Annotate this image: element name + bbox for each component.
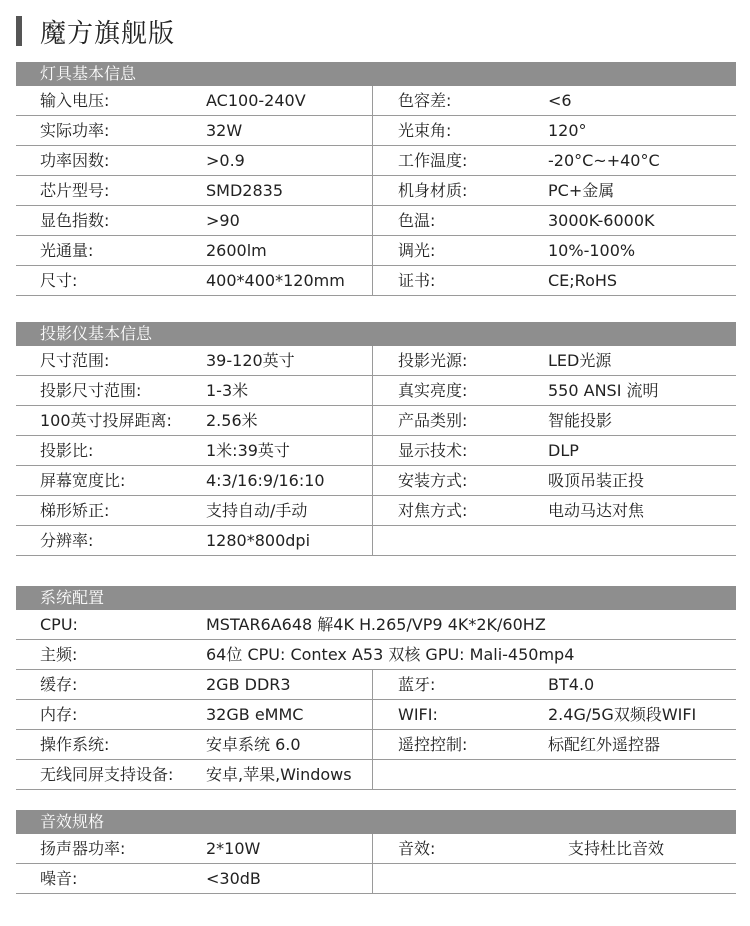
spec-value: 1280*800dpi [206, 531, 311, 550]
projector-table [16, 346, 736, 556]
spec-value: PC+金属 [548, 181, 615, 200]
spec-value: DLP [548, 441, 579, 460]
column-divider [372, 206, 373, 235]
system-table [16, 610, 736, 790]
page-title-block [16, 14, 175, 48]
spec-value: 2.4G/5G双频段WIFI [548, 705, 697, 724]
table-row [16, 834, 736, 864]
column-divider [372, 86, 373, 115]
spec-value: AC100-240V [206, 91, 306, 110]
spec-value: <6 [548, 91, 572, 110]
spec-value: 支持自动/手动 [206, 501, 308, 520]
spec-label: 色温: [398, 211, 436, 230]
spec-value: 支持杜比音效 [568, 839, 665, 858]
audio-spec-section [16, 810, 736, 894]
spec-value: 3000K-6000K [548, 211, 655, 230]
spec-label: 100英寸投屏距离: [40, 411, 172, 430]
spec-value: 2*10W [206, 839, 261, 858]
table-row [16, 236, 736, 266]
column-divider [372, 760, 373, 789]
column-divider [372, 436, 373, 465]
spec-value: 32GB eMMC [206, 705, 304, 724]
section-heading: 系统配置 [16, 586, 736, 610]
spec-value: <30dB [206, 869, 261, 888]
table-row [16, 266, 736, 296]
table-row [16, 864, 736, 894]
title-accent-bar [16, 16, 22, 46]
spec-label: 调光: [398, 241, 436, 260]
table-row [16, 640, 736, 670]
spec-value: 吸顶吊装正投 [548, 471, 645, 490]
spec-value: 安卓系统 6.0 [206, 735, 301, 754]
lamp-table [16, 86, 736, 296]
spec-label: 无线同屏支持设备: [40, 765, 174, 784]
spec-label: 尺寸: [40, 271, 78, 290]
spec-label: 安装方式: [398, 471, 468, 490]
column-divider [372, 146, 373, 175]
spec-label: 芯片型号: [40, 181, 110, 200]
column-divider [372, 176, 373, 205]
spec-label: 缓存: [40, 675, 78, 694]
column-divider [372, 730, 373, 759]
column-divider [372, 376, 373, 405]
table-row [16, 346, 736, 376]
projector-info-section [16, 322, 736, 556]
spec-value: 1米:39英寸 [206, 441, 290, 460]
spec-label: 实际功率: [40, 121, 110, 140]
column-divider [372, 116, 373, 145]
spec-value: BT4.0 [548, 675, 595, 694]
table-row [16, 466, 736, 496]
table-row [16, 700, 736, 730]
spec-label: 产品类别: [398, 411, 468, 430]
spec-value: >0.9 [206, 151, 245, 170]
spec-value: 64位 CPU: Contex A53 双核 GPU: Mali-450mp4 [206, 645, 575, 664]
spec-value: 2.56米 [206, 411, 258, 430]
column-divider [372, 346, 373, 375]
spec-value: 电动马达对焦 [548, 501, 645, 520]
section-heading: 投影仪基本信息 [16, 322, 736, 346]
section-heading: 音效规格 [16, 810, 736, 834]
spec-label: 蓝牙: [398, 675, 436, 694]
table-row [16, 86, 736, 116]
spec-label: 扬声器功率: [40, 839, 126, 858]
spec-label: 功率因数: [40, 151, 110, 170]
column-divider [372, 834, 373, 863]
column-divider [372, 406, 373, 435]
system-config-section [16, 586, 736, 790]
spec-label: 真实亮度: [398, 381, 468, 400]
spec-label: 工作温度: [398, 151, 468, 170]
spec-value: MSTAR6A648 解4K H.265/VP9 4K*2K/60HZ [206, 615, 546, 634]
spec-label: CPU: [40, 615, 78, 634]
table-row [16, 206, 736, 236]
spec-value: CE;RoHS [548, 271, 618, 290]
spec-label: 证书: [398, 271, 436, 290]
column-divider [372, 526, 373, 555]
spec-value: 2600lm [206, 241, 267, 260]
table-row [16, 526, 736, 556]
table-row [16, 610, 736, 640]
spec-value: 120° [548, 121, 587, 140]
section-heading: 灯具基本信息 [16, 62, 736, 86]
table-row [16, 116, 736, 146]
spec-label: 光通量: [40, 241, 94, 260]
spec-label: 遥控控制: [398, 735, 468, 754]
spec-label: 梯形矫正: [40, 501, 110, 520]
spec-label: 光束角: [398, 121, 452, 140]
column-divider [372, 700, 373, 729]
column-divider [372, 670, 373, 699]
spec-label: 内存: [40, 705, 78, 724]
spec-label: WIFI: [398, 705, 438, 724]
column-divider [372, 864, 373, 893]
table-row [16, 436, 736, 466]
spec-value: 32W [206, 121, 243, 140]
audio-table [16, 834, 736, 894]
spec-label: 投影尺寸范围: [40, 381, 142, 400]
spec-label: 对焦方式: [398, 501, 468, 520]
table-row [16, 760, 736, 790]
spec-value: 智能投影 [548, 411, 613, 430]
spec-label: 色容差: [398, 91, 452, 110]
column-divider [372, 266, 373, 295]
table-row [16, 146, 736, 176]
table-row [16, 176, 736, 206]
spec-value: 安卓,苹果,Windows [206, 765, 352, 784]
spec-label: 输入电压: [40, 91, 110, 110]
column-divider [372, 466, 373, 495]
table-row [16, 496, 736, 526]
spec-value: SMD2835 [206, 181, 283, 200]
spec-value: 39-120英寸 [206, 351, 295, 370]
spec-value: 400*400*120mm [206, 271, 345, 290]
lamp-info-section [16, 62, 736, 296]
spec-label: 音效: [398, 839, 436, 858]
table-row [16, 376, 736, 406]
spec-label: 投影比: [40, 441, 94, 460]
spec-label: 噪音: [40, 869, 78, 888]
column-divider [372, 496, 373, 525]
spec-label: 主频: [40, 645, 78, 664]
page-title: 魔方旗舰版 [40, 18, 176, 49]
table-row [16, 730, 736, 760]
spec-value: 标配红外遥控器 [548, 735, 661, 754]
spec-label: 显色指数: [40, 211, 110, 230]
spec-value: >90 [206, 211, 240, 230]
spec-value: LED光源 [548, 351, 612, 370]
spec-label: 投影光源: [398, 351, 468, 370]
spec-value: 550 ANSI 流明 [548, 381, 659, 400]
column-divider [372, 236, 373, 265]
spec-value: -20°C~+40°C [548, 151, 660, 170]
table-row [16, 670, 736, 700]
spec-value: 4:3/16:9/16:10 [206, 471, 325, 490]
spec-label: 屏幕宽度比: [40, 471, 126, 490]
spec-label: 分辨率: [40, 531, 94, 550]
spec-label: 显示技术: [398, 441, 468, 460]
spec-label: 机身材质: [398, 181, 468, 200]
spec-value: 1-3米 [206, 381, 249, 400]
spec-value: 2GB DDR3 [206, 675, 291, 694]
spec-value: 10%-100% [548, 241, 636, 260]
table-row [16, 406, 736, 436]
spec-label: 操作系统: [40, 735, 110, 754]
spec-label: 尺寸范围: [40, 351, 110, 370]
